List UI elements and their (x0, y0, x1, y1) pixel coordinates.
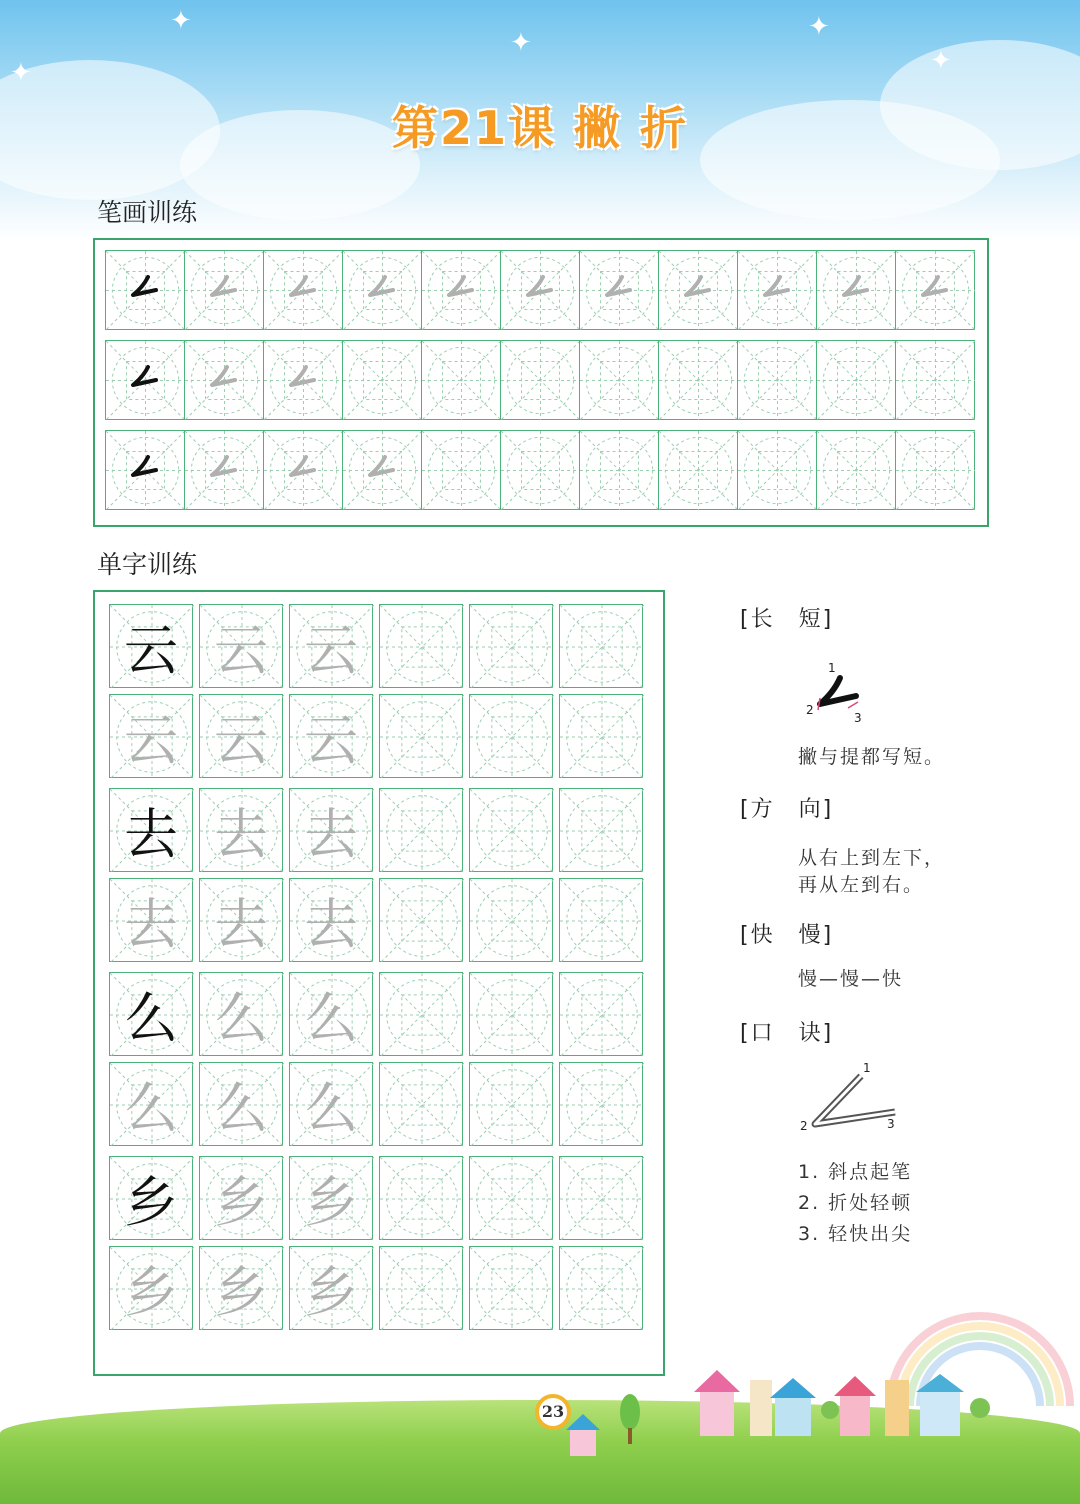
model-stroke-cell[interactable] (105, 340, 185, 420)
guide-lines (380, 1063, 464, 1147)
stroke-glyph (440, 269, 480, 309)
practice-cell[interactable] (379, 604, 463, 688)
guide-lines (470, 789, 554, 873)
mnemonic-heading: [口 诀] (740, 1021, 834, 1046)
stroke-glyph (361, 449, 401, 489)
stroke-glyph (203, 269, 243, 309)
mnemonic-line: 3. 轻快出尖 (798, 1223, 913, 1245)
practice-cell[interactable] (289, 1246, 373, 1330)
guide-lines (738, 431, 817, 510)
page-number: 23 (535, 1394, 571, 1430)
practice-cell[interactable] (184, 430, 264, 510)
practice-cell[interactable] (263, 340, 343, 420)
practice-cell[interactable] (658, 430, 738, 510)
practice-cell[interactable] (559, 604, 643, 688)
char-glyph: 么 (124, 1076, 178, 1140)
sparkle-icon: ✦ (930, 46, 952, 76)
length-heading: [长 短] (740, 607, 834, 632)
char-glyph: 乡 (214, 1170, 268, 1234)
practice-cell[interactable] (263, 250, 343, 330)
guide-lines (422, 431, 501, 510)
length-text: 撇与提都写短。 (798, 746, 946, 768)
sparkle-icon: ✦ (10, 58, 32, 88)
practice-cell[interactable] (199, 788, 283, 872)
practice-cell[interactable] (816, 340, 896, 420)
practice-cell[interactable] (579, 250, 659, 330)
guide-lines (738, 341, 817, 420)
practice-cell[interactable] (737, 430, 817, 510)
guide-lines (501, 341, 580, 420)
char-glyph: 去 (304, 802, 358, 866)
practice-cell[interactable] (579, 340, 659, 420)
stroke-glyph (677, 269, 717, 309)
practice-cell[interactable] (109, 694, 193, 778)
guide-lines (560, 1247, 644, 1331)
guide-lines (470, 1247, 554, 1331)
guide-lines (380, 1157, 464, 1241)
practice-cell[interactable] (289, 972, 373, 1056)
model-stroke-cell[interactable] (105, 430, 185, 510)
stroke-glyph (835, 269, 875, 309)
practice-cell[interactable] (199, 1156, 283, 1240)
char-glyph: 云 (214, 618, 268, 682)
brush-stroke-diagram-icon (795, 1058, 905, 1138)
practice-cell[interactable] (579, 430, 659, 510)
stroke-glyph (361, 269, 401, 309)
stroke-number: 1 (863, 1061, 871, 1075)
guide-lines (380, 695, 464, 779)
model-char-cell[interactable] (109, 1156, 193, 1240)
practice-cell[interactable] (342, 430, 422, 510)
practice-cell[interactable] (421, 430, 501, 510)
guide-lines (422, 341, 501, 420)
tree-icon (610, 1390, 650, 1450)
stroke-glyph (282, 359, 322, 399)
guide-lines (380, 605, 464, 689)
stroke-number: 3 (854, 711, 862, 724)
practice-cell[interactable] (895, 340, 975, 420)
practice-cell[interactable] (816, 250, 896, 330)
char-glyph: 乡 (214, 1260, 268, 1324)
practice-cell[interactable] (199, 694, 283, 778)
guide-lines (580, 431, 659, 510)
stroke-number: 2 (800, 1119, 808, 1133)
stroke-glyph (203, 359, 243, 399)
guide-lines (380, 789, 464, 873)
stroke-glyph (124, 269, 164, 309)
guide-lines (560, 695, 644, 779)
mnemonic-line: 1. 斜点起笔 (798, 1161, 913, 1183)
practice-cell[interactable] (469, 788, 553, 872)
char-glyph: 么 (304, 986, 358, 1050)
practice-cell[interactable] (559, 1062, 643, 1146)
guide-lines (580, 341, 659, 420)
practice-cell[interactable] (500, 250, 580, 330)
practice-cell[interactable] (289, 1156, 373, 1240)
speed-text: 慢—慢—快 (798, 968, 904, 990)
practice-cell[interactable] (469, 1062, 553, 1146)
practice-cell[interactable] (109, 1246, 193, 1330)
practice-cell[interactable] (737, 250, 817, 330)
guide-lines (560, 1063, 644, 1147)
char-glyph: 去 (124, 802, 178, 866)
practice-cell[interactable] (289, 878, 373, 962)
direction-line: 从右上到左下， (798, 847, 946, 869)
speed-heading: [快 慢] (740, 923, 834, 948)
char-glyph: 乡 (304, 1170, 358, 1234)
char-glyph: 去 (124, 892, 178, 956)
practice-cell[interactable] (199, 1246, 283, 1330)
char-glyph: 么 (214, 1076, 268, 1140)
guide-lines (470, 1157, 554, 1241)
stroke-glyph (282, 449, 322, 489)
practice-cell[interactable] (559, 972, 643, 1056)
practice-cell[interactable] (184, 340, 264, 420)
practice-cell[interactable] (184, 250, 264, 330)
practice-cell[interactable] (559, 1156, 643, 1240)
practice-cell[interactable] (379, 1246, 463, 1330)
practice-cell[interactable] (737, 340, 817, 420)
practice-cell[interactable] (199, 1062, 283, 1146)
practice-cell[interactable] (421, 340, 501, 420)
char-glyph: 云 (304, 708, 358, 772)
guide-lines (501, 431, 580, 510)
practice-cell[interactable] (559, 1246, 643, 1330)
guide-lines (470, 695, 554, 779)
stroke-glyph (756, 269, 796, 309)
practice-cell[interactable] (379, 972, 463, 1056)
practice-cell[interactable] (342, 340, 422, 420)
char-glyph: 么 (124, 986, 178, 1050)
char-section-label: 单字训练 (97, 550, 198, 579)
practice-cell[interactable] (559, 878, 643, 962)
houses-icon (680, 1360, 1020, 1440)
char-glyph: 乡 (124, 1260, 178, 1324)
practice-cell[interactable] (379, 878, 463, 962)
model-char-cell[interactable] (109, 604, 193, 688)
practice-cell[interactable] (469, 972, 553, 1056)
stroke-diagram-icon (800, 658, 870, 724)
char-glyph: 云 (124, 618, 178, 682)
practice-cell[interactable] (469, 694, 553, 778)
stroke-practice-grid (93, 238, 989, 527)
guide-lines (560, 973, 644, 1057)
practice-cell[interactable] (289, 694, 373, 778)
guide-lines (560, 789, 644, 873)
mnemonic-line: 2. 折处轻顿 (798, 1192, 913, 1214)
char-glyph: 云 (124, 708, 178, 772)
stroke-glyph (282, 269, 322, 309)
guide-lines (560, 605, 644, 689)
guide-lines (896, 341, 975, 420)
stroke-glyph (124, 449, 164, 489)
char-practice-grid (93, 590, 665, 1376)
guide-lines (343, 341, 422, 420)
practice-cell[interactable] (469, 604, 553, 688)
guide-lines (817, 341, 896, 420)
guide-lines (380, 879, 464, 963)
char-glyph: 么 (304, 1076, 358, 1140)
sparkle-icon: ✦ (808, 12, 830, 42)
char-glyph: 去 (214, 892, 268, 956)
model-char-cell[interactable] (109, 972, 193, 1056)
practice-cell[interactable] (895, 430, 975, 510)
practice-cell[interactable] (816, 430, 896, 510)
practice-cell[interactable] (289, 1062, 373, 1146)
page-title: 第21课 撇 折 (391, 101, 689, 155)
practice-cell[interactable] (289, 604, 373, 688)
practice-cell[interactable] (658, 250, 738, 330)
practice-cell[interactable] (469, 1156, 553, 1240)
stroke-glyph (203, 449, 243, 489)
direction-heading: [方 向] (740, 797, 834, 822)
practice-cell[interactable] (379, 788, 463, 872)
char-glyph: 去 (214, 802, 268, 866)
sparkle-icon: ✦ (510, 28, 532, 58)
stroke-number: 2 (806, 703, 814, 717)
guide-lines (560, 1157, 644, 1241)
practice-cell[interactable] (469, 878, 553, 962)
practice-cell[interactable] (895, 250, 975, 330)
guide-lines (470, 605, 554, 689)
stroke-section-label: 笔画训练 (97, 198, 198, 227)
practice-cell[interactable] (379, 1062, 463, 1146)
guide-lines (470, 879, 554, 963)
char-glyph: 乡 (304, 1260, 358, 1324)
practice-cell[interactable] (500, 340, 580, 420)
stroke-glyph (519, 269, 559, 309)
guide-lines (896, 431, 975, 510)
stroke-glyph (124, 359, 164, 399)
guide-lines (380, 1247, 464, 1331)
char-glyph: 云 (304, 618, 358, 682)
guide-lines (380, 973, 464, 1057)
practice-cell[interactable] (109, 878, 193, 962)
guide-lines (659, 431, 738, 510)
guide-lines (470, 1063, 554, 1147)
model-stroke-cell[interactable] (105, 250, 185, 330)
practice-cell[interactable] (658, 340, 738, 420)
stroke-glyph (598, 269, 638, 309)
guide-lines (470, 973, 554, 1057)
practice-cell[interactable] (199, 878, 283, 962)
guide-lines (817, 431, 896, 510)
practice-cell[interactable] (559, 694, 643, 778)
char-glyph: 去 (304, 892, 358, 956)
guide-lines (560, 879, 644, 963)
model-char-cell[interactable] (109, 788, 193, 872)
stroke-number: 3 (887, 1117, 895, 1131)
char-glyph: 乡 (124, 1170, 178, 1234)
practice-cell[interactable] (109, 1062, 193, 1146)
char-glyph: 么 (214, 986, 268, 1050)
practice-cell[interactable] (379, 694, 463, 778)
practice-cell[interactable] (289, 788, 373, 872)
stroke-glyph (914, 269, 954, 309)
char-glyph: 云 (214, 708, 268, 772)
practice-cell[interactable] (421, 250, 501, 330)
practice-cell[interactable] (559, 788, 643, 872)
stroke-number: 1 (828, 661, 836, 675)
guide-lines (659, 341, 738, 420)
practice-cell[interactable] (500, 430, 580, 510)
practice-cell[interactable] (469, 1246, 553, 1330)
sparkle-icon: ✦ (170, 6, 192, 36)
practice-cell[interactable] (199, 604, 283, 688)
practice-cell[interactable] (199, 972, 283, 1056)
direction-line: 再从左到右。 (798, 874, 925, 896)
practice-cell[interactable] (263, 430, 343, 510)
practice-cell[interactable] (342, 250, 422, 330)
practice-cell[interactable] (379, 1156, 463, 1240)
